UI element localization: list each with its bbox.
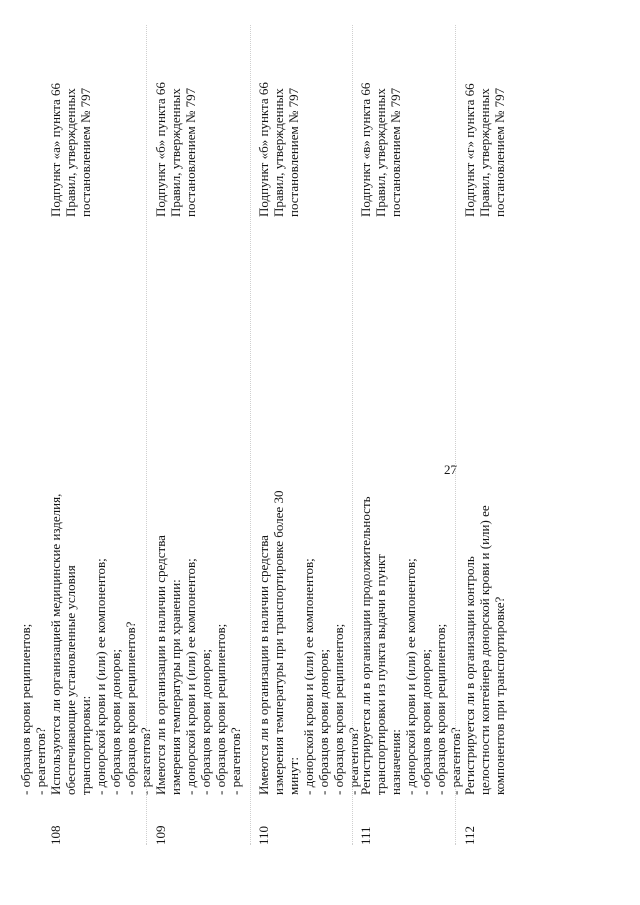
question-line: - образцов крови реципиентов; [433, 623, 448, 795]
question-line: - образцов крови доноров; [316, 649, 331, 795]
table-ruling [352, 25, 353, 845]
question-line: - донорской крови и (или) ее компонентов; [93, 558, 108, 795]
legal-reference [48, 27, 93, 217]
reference-line: Подпункт «б» пункта 66 [153, 82, 168, 217]
row-number: 108 [48, 825, 63, 845]
reference-line: Правил, утвержденных [477, 88, 492, 217]
legal-reference [153, 27, 198, 217]
row-number: 109 [153, 825, 168, 845]
question-line: транспортировки: [78, 695, 93, 795]
continuation-block [18, 275, 48, 795]
question-line: транспортировки из пункта выдачи в пункт [373, 554, 388, 795]
question-line: назначения: [388, 729, 403, 795]
legal-reference [462, 27, 507, 217]
question-line: Регистрируется ли в организации продолжительность [358, 496, 373, 795]
table-ruling [455, 25, 456, 845]
legal-reference [256, 27, 301, 217]
question-line: - образцов крови реципиентов; [331, 623, 346, 795]
reference-line: постановлением № 797 [388, 87, 403, 217]
question-line: - образцов крови реципиентов? [123, 621, 138, 795]
question-line: - донорской крови и (или) ее компонентов; [183, 558, 198, 795]
question-line: Имеются ли в организации в наличии средства [256, 535, 271, 795]
question-line: - донорской крови и (или) ее компонентов; [301, 558, 316, 795]
question-line: Имеются ли в организации в наличии средства [153, 535, 168, 795]
continuation-line: - реагентов? [33, 727, 48, 795]
reference-line: Правил, утвержденных [373, 88, 388, 217]
question-line: минут: [286, 757, 301, 795]
question-line: Регистрируется ли в организации контроль [462, 556, 477, 795]
question-line: компонентов при транспортировке? [492, 596, 507, 795]
reference-line: постановлением № 797 [183, 87, 198, 217]
question-line: - образцов крови доноров; [108, 649, 123, 795]
legal-reference [358, 27, 403, 217]
reference-line: постановлением № 797 [286, 87, 301, 217]
reference-line: Подпункт «а» пункта 66 [48, 82, 63, 217]
question-line: - образцов крови доноров; [198, 649, 213, 795]
reference-line: Подпункт «г» пункта 66 [462, 83, 477, 217]
question-line: Используются ли организацией медицинские изделия, [48, 493, 63, 795]
reference-line: Подпункт «б» пункта 66 [256, 82, 271, 217]
table-ruling [250, 25, 251, 845]
row-number: 111 [358, 826, 373, 845]
question-line: - образцов крови реципиентов; [213, 623, 228, 795]
question-line: - реагентов? [138, 727, 153, 795]
question-line: - донорской крови и (или) ее компонентов; [403, 558, 418, 795]
reference-line: постановлением № 797 [492, 87, 507, 217]
question-line: измерения температуры при транспортировке более 30 [271, 490, 286, 795]
question-line: обеспечивающие установленные условия [63, 565, 78, 795]
table-ruling [146, 25, 147, 845]
question-line: - реагентов? [228, 727, 243, 795]
reference-line: Правил, утвержденных [168, 88, 183, 217]
question-line: - реагентов? [346, 727, 361, 795]
question-line: - образцов крови доноров; [418, 649, 433, 795]
question-text [256, 275, 361, 795]
continuation-line: - образцов крови реципиентов; [18, 623, 33, 795]
question-text [462, 275, 507, 795]
reference-line: Правил, утвержденных [271, 88, 286, 217]
reference-line: Подпункт «в» пункта 66 [358, 82, 373, 217]
reference-line: постановлением № 797 [78, 87, 93, 217]
question-text [153, 275, 243, 795]
question-line: - реагентов? [448, 727, 463, 795]
question-line: измерения температуры при хранении: [168, 579, 183, 795]
question-text [358, 275, 463, 795]
row-number: 112 [462, 825, 477, 845]
question-line: целостности контейнера донорской крови и (или) ее [477, 505, 492, 795]
reference-line: Правил, утвержденных [63, 88, 78, 217]
page-number: 27 [444, 462, 457, 477]
question-text [48, 275, 153, 795]
row-number: 110 [256, 825, 271, 845]
